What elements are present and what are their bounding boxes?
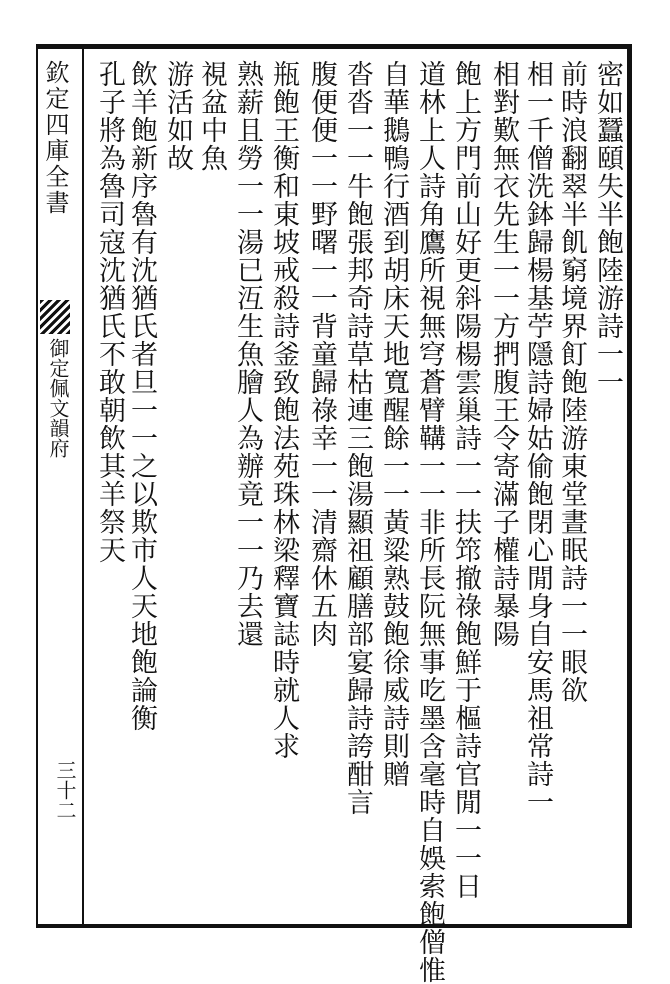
text-column: 密如蠶頤失半飽陸游詩一一 — [592, 60, 623, 396]
page-number: 三十二 — [53, 760, 77, 820]
text-column: 熟薪且勞一一湯已沍生魚膾人為辦竟一一乃去還 — [232, 60, 263, 648]
text-column: 飲羊飽新序魯有沈猶氏者旦一一之以欺市人天地飽論衡 — [126, 60, 157, 732]
text-column: 孔子將為魯司寇沈猶氏不敢朝飲其羊祭天 — [94, 60, 125, 564]
text-body — [90, 50, 626, 984]
text-column: 腹便便一一野曙一一背童歸祿幸一一清齋休五肉 — [306, 60, 337, 648]
book-title: 欽定四庫全書 — [41, 60, 69, 216]
text-column: 相對歎無衣先生一一方捫腹王令寄滿子權詩暴陽 — [488, 60, 519, 648]
fold-rule — [82, 44, 84, 928]
text-column: 飽上方門前山好更斜陽楊雲巢詩一一扶筇撤祿飽鮮于樞詩官閒一一日 — [450, 60, 481, 900]
text-column: 視盆中魚 — [196, 60, 227, 172]
text-column: 游活如故 — [162, 60, 193, 172]
fish-tail-mark — [40, 300, 70, 334]
book-subtitle: 御定佩文韻府 — [46, 338, 70, 458]
text-column: 前時浪翻翠半飢窮境界飣飽陸游東堂晝眠詩一一眼欲 — [556, 60, 587, 704]
text-column: 相一千僧洗鉢歸楊基苧隱詩婦姑偷飽閉心閒身自安馬祖常詩一 — [522, 60, 553, 816]
text-column: 道林上人詩角鷹所視無穹蒼臂鞲一一非所長阮無事吃墨含毫時自娛索飽僧惟 — [414, 60, 445, 984]
text-column: 沓沓一一牛飽張邦奇詩草枯連三飽湯顯祖顧膳部宴歸詩誇酣言 — [342, 60, 373, 816]
text-column: 瓶飽王衡和東坡戒殺詩釜致飽法苑珠林梁釋寶誌時就人求 — [268, 60, 299, 760]
text-column: 自華鵝鴨行酒到胡床天地寬醒餘一一黃粱熟鼓飽徐威詩則贈 — [378, 60, 409, 788]
